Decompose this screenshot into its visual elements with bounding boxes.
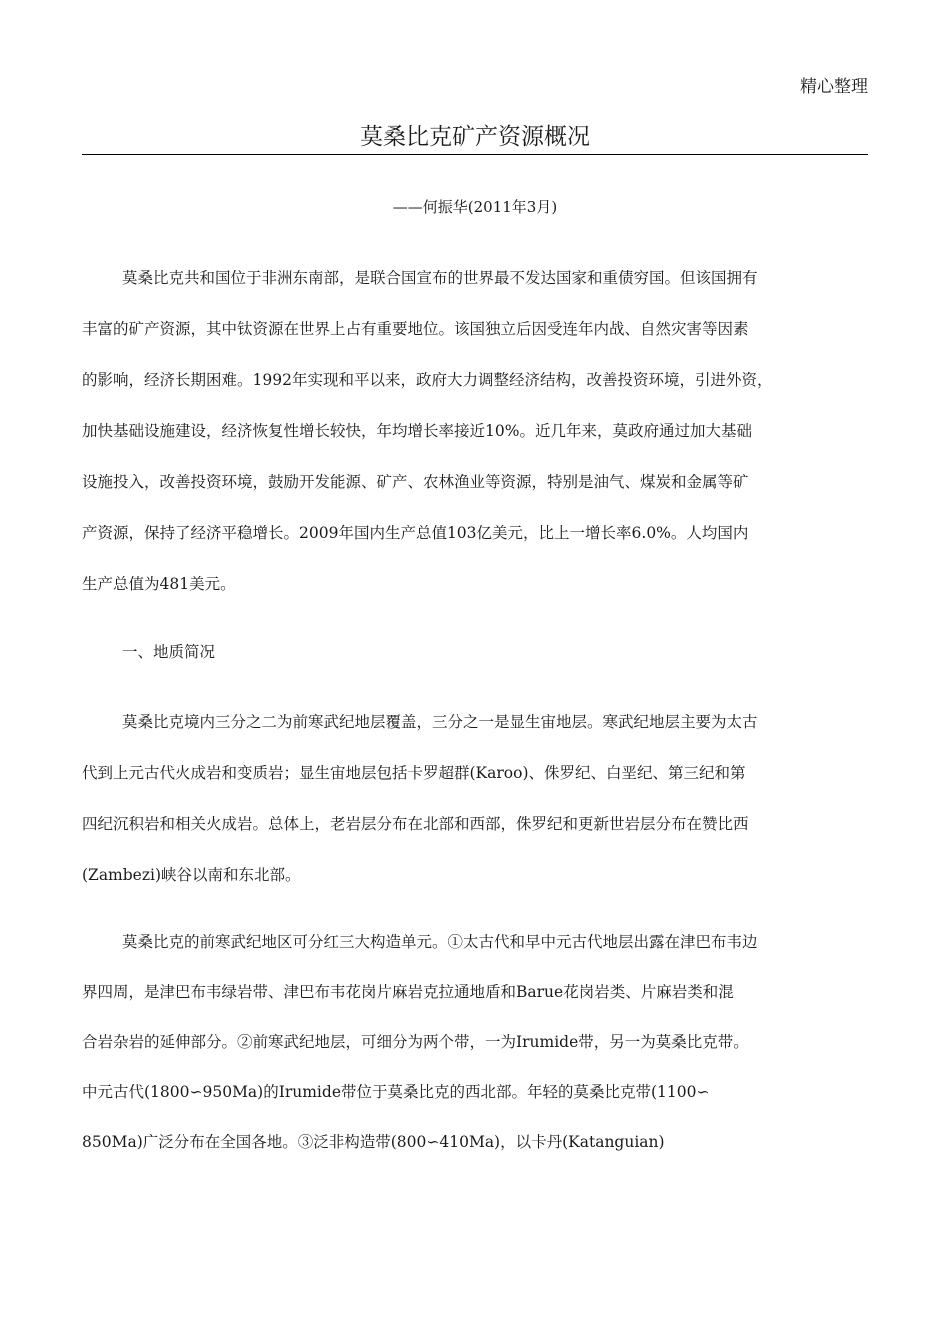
paragraph-line: 产资源，保持了经济平稳增长。2009年国内生产总值103亿美元，比上一增长率6.0%。人均国内 [82, 524, 749, 542]
paragraph-line: 四纪沉积岩和相关火成岩。总体上，老岩层分布在北部和西部，侏罗纪和更新世岩层分布在赞比西 [82, 815, 749, 833]
paragraph-line: 莫桑比克境内三分之二为前寒武纪地层覆盖，三分之一是显生宙地层。寒武纪地层主要为太古 [122, 713, 758, 731]
paragraph-line: 合岩杂岩的延伸部分。②前寒武纪地层，可细分为两个带，一为Irumide带，另一为莫桑比克带。 [82, 1033, 749, 1051]
paragraph-line: 生产总值为481美元。 [82, 575, 236, 593]
paragraph-line: 莫桑比克共和国位于非洲东南部，是联合国宣布的世界最不发达国家和重债穷国。但该国拥有 [122, 269, 758, 287]
paragraph-line: 莫桑比克的前寒武纪地区可分红三大构造单元。①太古代和早中元古代地层出露在津巴布韦边 [122, 933, 758, 951]
paragraph-line: 中元古代(1800∽950Ma)的Irumide带位于莫桑比克的西北部。年轻的莫桑比克带(1100∽ [82, 1083, 710, 1101]
document-title: 莫桑比克矿产资源概况 [82, 122, 868, 155]
paragraph-intro [82, 266, 872, 623]
paragraph-geology [82, 710, 872, 914]
paragraph-line: 850Ma)广泛分布在全国各地。③泛非构造带(800∽410Ma)，以卡丹(Katanguian) [82, 1133, 665, 1151]
paragraph-line: 界四周，是津巴布韦绿岩带、津巴布韦花岗片麻岩克拉通地盾和Barue花岗岩类、片麻岩类和混 [82, 983, 734, 1001]
paragraph-line: 代到上元古代火成岩和变质岩；显生宙地层包括卡罗超群(Karoo)、侏罗纪、白垩纪、第三纪和第 [82, 764, 746, 782]
paragraph-line: (Zambezi)峡谷以南和东北部。 [82, 866, 301, 884]
section-heading-text: 一、地质简况 [122, 643, 216, 661]
byline: ——何振华(2011年3月) [392, 198, 558, 216]
paragraph-precambrian [82, 930, 872, 1180]
header-note: 精心整理 [800, 77, 868, 97]
paragraph-line: 丰富的矿产资源，其中钛资源在世界上占有重要地位。该国独立后因受连年内战、自然灾害等因素 [82, 320, 749, 338]
paragraph-line: 的影响，经济长期困难。1992年实现和平以来，政府大力调整经济结构，改善投资环境，引进外资， [82, 371, 773, 389]
section-heading [82, 640, 872, 691]
paragraph-line: 加快基础设施建设，经济恢复性增长较快，年均增长率接近10%。近几年来，莫政府通过加大基础 [82, 422, 752, 440]
paragraph-line: 设施投入，改善投资环境，鼓励开发能源、矿产、农林渔业等资源，特别是油气、煤炭和金属等矿 [82, 473, 749, 491]
